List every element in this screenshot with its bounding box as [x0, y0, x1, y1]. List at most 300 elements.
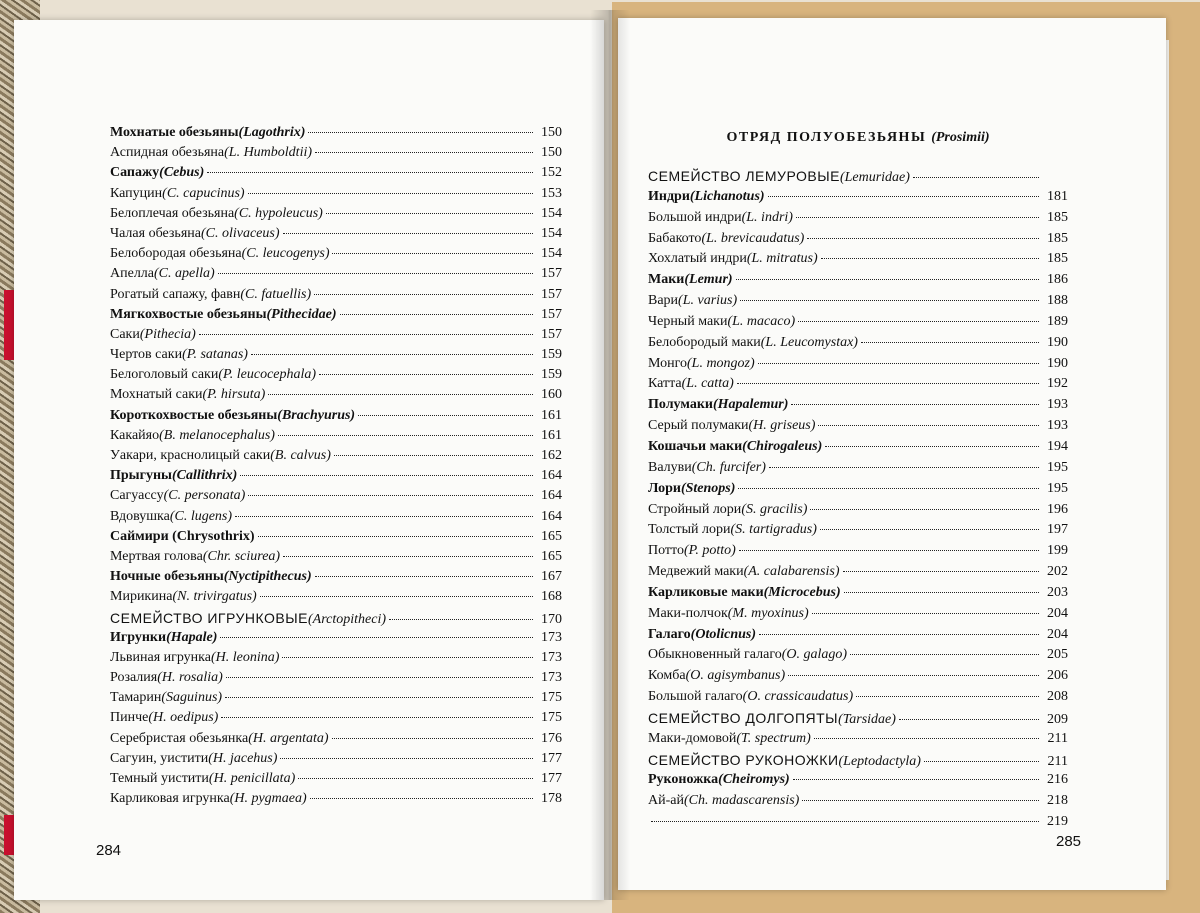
- entry-name: Полумаки: [648, 397, 713, 413]
- entry-latin-name: (L. brevicaudatus): [701, 230, 805, 246]
- entry-page-number: 161: [541, 427, 562, 443]
- entry-name: Хохлатый индри: [648, 251, 747, 267]
- entry-latin-name: (Tarsidae): [838, 711, 896, 727]
- dot-leader: [850, 653, 1039, 655]
- contents-entry: [648, 627, 1068, 648]
- contents-entry: [110, 307, 562, 327]
- contents-entry: [110, 246, 562, 266]
- entry-latin-name: (C. hypoleucus): [234, 205, 323, 221]
- dot-leader: [248, 494, 533, 496]
- dot-leader: [812, 612, 1039, 614]
- entry-page-number: 195: [1047, 480, 1068, 496]
- dot-leader: [358, 414, 533, 416]
- family-heading-entry: [648, 168, 1068, 189]
- entry-name: Маки-домовой: [648, 730, 737, 746]
- entry-latin-name: (Brachyurus): [277, 407, 356, 423]
- dot-leader: [226, 676, 533, 678]
- contents-entry: [648, 606, 1068, 627]
- dot-leader: [260, 595, 533, 597]
- entry-page-number: 185: [1047, 209, 1068, 225]
- entry-page-number: 154: [541, 246, 562, 262]
- entry-page-number: 211: [1047, 753, 1068, 769]
- contents-entry: [110, 529, 562, 549]
- entry-page-number: 173: [541, 670, 562, 686]
- entry-name: СЕМЕЙСТВО ИГРУНКОВЫЕ: [110, 609, 308, 626]
- contents-entry: [648, 231, 1068, 252]
- entry-page-number: 186: [1047, 272, 1068, 288]
- contents-entry: [110, 428, 562, 448]
- entry-latin-name: (L. mitratus): [746, 251, 818, 267]
- entry-name: Чалая обезьяна: [110, 225, 201, 241]
- dot-leader: [315, 151, 533, 153]
- dot-leader: [340, 313, 534, 315]
- contents-entry: [648, 189, 1068, 210]
- entry-name: Бабакото: [648, 230, 702, 246]
- entry-name: Какайяо: [110, 427, 160, 443]
- contents-entry: [110, 569, 562, 589]
- entry-latin-name: (A. calabarensis): [743, 564, 840, 580]
- entry-name: Валуви: [648, 459, 692, 475]
- dot-leader: [225, 696, 533, 698]
- dot-leader: [334, 454, 533, 456]
- contents-entry: [110, 751, 562, 771]
- entry-latin-name: (L. Humboldtii): [224, 145, 313, 161]
- entry-name: Мохнатые обезьяны: [110, 125, 239, 140]
- entry-latin-name: (L. mongoz): [687, 355, 755, 371]
- entry-page-number: 153: [541, 185, 562, 201]
- entry-page-number: 204: [1047, 605, 1068, 621]
- entry-name: Прыгуны: [110, 468, 172, 484]
- dot-leader: [308, 131, 533, 133]
- contents-entry: [110, 206, 562, 226]
- entry-page-number: 160: [541, 387, 562, 403]
- dot-leader: [807, 237, 1039, 239]
- dot-leader: [737, 382, 1039, 384]
- dot-leader: [739, 549, 1039, 551]
- entry-name: Толстый лори: [648, 522, 731, 538]
- entry-name: Апелла: [110, 266, 155, 282]
- entry-name: Мягкохвостые обезьяны: [110, 306, 267, 322]
- entry-latin-name: (Cheiromys): [718, 772, 790, 788]
- entry-name: Монго: [648, 355, 687, 371]
- dot-leader: [221, 716, 533, 718]
- entry-latin-name: (H. griseus): [748, 418, 816, 434]
- entry-name: Карликовые маки: [648, 584, 764, 600]
- entry-page-number: 181: [1047, 188, 1068, 204]
- entry-latin-name: (Nyctipithecus): [223, 569, 312, 585]
- dot-leader: [856, 695, 1039, 697]
- entry-page-number: 185: [1047, 251, 1068, 267]
- entry-latin-name: (L. Leucomystax): [760, 334, 858, 350]
- entry-latin-name: (B. melanocephalus): [159, 427, 275, 443]
- dot-leader: [248, 192, 533, 194]
- entry-page-number: 165: [541, 548, 562, 564]
- contents-entry: [648, 251, 1068, 272]
- entry-page-number: 185: [1047, 230, 1068, 246]
- entry-latin-name: (Ch. furcifer): [691, 459, 766, 475]
- entry-name: Большой индри: [648, 209, 742, 225]
- entry-name: Ай-ай: [648, 793, 684, 809]
- contents-entry: [648, 689, 1068, 710]
- dot-leader: [258, 535, 533, 537]
- entry-name: СЕМЕЙСТВО ЛЕМУРОВЫЕ: [648, 168, 840, 184]
- entry-name: Маки-полчок: [648, 605, 728, 621]
- entry-page-number: 195: [1047, 459, 1068, 475]
- entry-latin-name: (C. capucinus): [162, 185, 245, 201]
- entry-latin-name: (L. varius): [678, 293, 738, 309]
- dot-leader: [218, 272, 533, 274]
- dot-leader: [740, 299, 1039, 301]
- entry-name: Белоплечая обезьяна: [110, 205, 235, 221]
- entry-name: Медвежий маки: [648, 564, 744, 580]
- entry-page-number: 190: [1047, 355, 1068, 371]
- entry-page-number: 178: [541, 791, 562, 807]
- entry-name: Игрунки: [110, 629, 167, 645]
- contents-entry: [110, 266, 562, 286]
- entry-latin-name: (Leptodactyla): [838, 753, 921, 769]
- left-contents-list: [110, 125, 562, 811]
- entry-name: Комба: [648, 668, 686, 684]
- dot-leader: [283, 232, 534, 234]
- entry-page-number: 189: [1047, 313, 1068, 329]
- entry-name: СЕМЕЙСТВО РУКОНОЖКИ: [648, 751, 839, 768]
- entry-name: Сапажу: [110, 165, 160, 181]
- entry-latin-name: (H. rosalia): [157, 670, 223, 686]
- entry-latin-name: (S. tartigradus): [730, 522, 817, 538]
- contents-entry: [110, 367, 562, 387]
- entry-latin-name: (Hapale): [166, 629, 218, 645]
- entry-name: Ночные обезьяны: [110, 569, 224, 585]
- dot-leader: [821, 257, 1039, 259]
- contents-entry: [110, 650, 562, 670]
- entry-latin-name: (Lagothrix): [238, 125, 306, 140]
- entry-page-number: 193: [1047, 418, 1068, 434]
- entry-page-number: 152: [541, 165, 562, 181]
- entry-name: Белоголовый саки: [110, 367, 219, 383]
- entry-page-number: 202: [1047, 564, 1068, 580]
- entry-page-number: 165: [541, 528, 562, 544]
- entry-page-number: 219: [1047, 814, 1068, 830]
- entry-latin-name: (Chr. sciurea): [202, 548, 281, 564]
- contents-entry: [648, 814, 1068, 835]
- contents-entry: [110, 387, 562, 407]
- dot-leader: [240, 474, 533, 476]
- family-heading-entry: [110, 610, 562, 630]
- entry-name: Большой галаго: [648, 689, 743, 705]
- entry-name: Белобородая обезьяна: [110, 246, 242, 262]
- entry-latin-name: (Pithecidae): [266, 306, 337, 322]
- dot-leader: [861, 341, 1039, 343]
- contents-entry: [110, 791, 562, 811]
- entry-page-number: 203: [1047, 584, 1068, 600]
- entry-latin-name: (M. myoxinus): [727, 605, 809, 621]
- entry-page-number: 164: [541, 508, 562, 524]
- dot-leader: [798, 320, 1039, 322]
- entry-name: Короткохвостые обезьяны: [110, 407, 278, 423]
- dot-leader: [814, 737, 1039, 739]
- entry-latin-name: (L. macaco): [727, 313, 796, 329]
- entry-page-number: 216: [1047, 772, 1068, 788]
- entry-latin-name: (C. olivaceus): [200, 225, 280, 241]
- entry-latin-name: (H. penicillata): [208, 771, 296, 786]
- dot-leader: [235, 515, 533, 517]
- entry-name: Карликовая игрунка: [110, 791, 230, 807]
- entry-latin-name: (Saguinus): [161, 690, 223, 706]
- entry-name: Лори: [648, 480, 681, 496]
- contents-entry: [648, 502, 1068, 523]
- dot-leader: [283, 555, 533, 557]
- contents-entry: [648, 481, 1068, 502]
- entry-name: Розалия: [110, 670, 158, 686]
- dot-leader: [759, 633, 1039, 635]
- contents-entry: [110, 670, 562, 690]
- entry-latin-name: (Pithecia): [139, 326, 196, 342]
- entry-latin-name: (H. oedipus): [148, 710, 219, 726]
- entry-name: Вдовушка: [110, 508, 170, 524]
- entry-name: Кошачьи маки: [648, 438, 743, 454]
- dot-leader: [332, 737, 533, 739]
- entry-page-number: 194: [1047, 438, 1068, 454]
- entry-latin-name: (H. argentata): [248, 730, 329, 746]
- entry-name: Саки: [110, 326, 140, 342]
- contents-entry: [110, 771, 562, 791]
- order-title-text: ОТРЯД ПОЛУОБЕЗЬЯНЫ: [726, 130, 932, 145]
- contents-entry: [648, 731, 1068, 752]
- entry-name: Серый полумаки: [648, 418, 749, 434]
- entry-name: Катта: [648, 376, 682, 392]
- contents-entry: [110, 125, 562, 145]
- dot-leader: [207, 171, 533, 173]
- entry-name: Львиная игрунка: [110, 649, 211, 665]
- dot-leader: [199, 333, 533, 335]
- entry-name: Галаго: [648, 626, 691, 642]
- entry-latin-name: (C. lugens): [169, 508, 233, 524]
- dot-leader: [820, 528, 1039, 530]
- contents-entry: [648, 543, 1068, 564]
- contents-entry: [110, 408, 562, 428]
- contents-entry: [110, 488, 562, 508]
- contents-entry: [648, 376, 1068, 397]
- contents-entry: [648, 585, 1068, 606]
- contents-entry: [110, 448, 562, 468]
- contents-entry: [110, 226, 562, 246]
- dot-leader: [768, 195, 1039, 197]
- entry-page-number: 188: [1047, 293, 1068, 309]
- contents-entry: [110, 186, 562, 206]
- dot-leader: [251, 353, 533, 355]
- entry-name: Пинче: [110, 710, 149, 726]
- entry-page-number: 164: [541, 488, 562, 504]
- contents-entry: [110, 589, 562, 609]
- contents-entry: [110, 327, 562, 347]
- entry-name: Тамарин: [110, 690, 162, 706]
- contents-entry: [648, 793, 1068, 814]
- entry-name: Вари: [648, 293, 679, 309]
- dot-leader: [758, 362, 1039, 364]
- entry-name: Темный уистити: [110, 771, 209, 786]
- entry-latin-name: (L. catta): [681, 376, 734, 392]
- contents-entry: [648, 772, 1068, 793]
- contents-entry: [648, 272, 1068, 293]
- family-heading-entry: [648, 752, 1068, 773]
- entry-name: Стройный лори: [648, 501, 742, 517]
- dot-leader: [793, 778, 1039, 780]
- contents-entry: [110, 549, 562, 569]
- dot-leader: [332, 252, 533, 254]
- entry-latin-name: (C. apella): [154, 266, 215, 282]
- dot-leader: [924, 760, 1039, 762]
- entry-latin-name: (Arctopitheci): [308, 611, 387, 627]
- entry-name: Рогатый сапажу, фавн: [110, 286, 241, 302]
- entry-page-number: 159: [541, 367, 562, 383]
- entry-name: Саймири (Chrysothrix): [110, 528, 255, 544]
- entry-latin-name: (L. indri): [741, 209, 793, 225]
- contents-entry: [110, 468, 562, 488]
- entry-latin-name: (O. galago): [781, 647, 848, 663]
- entry-page-number: 209: [1047, 711, 1068, 727]
- entry-page-number: 154: [541, 205, 562, 221]
- dot-leader: [843, 570, 1039, 572]
- entry-latin-name: (S. gracilis): [741, 501, 808, 517]
- dot-leader: [389, 618, 533, 620]
- entry-latin-name: (Cebus): [159, 165, 205, 181]
- entry-name: Мертвая голова: [110, 548, 203, 564]
- entry-page-number: 157: [541, 326, 562, 342]
- entry-page-number: 154: [541, 225, 562, 241]
- contents-entry: [110, 287, 562, 307]
- dot-leader: [314, 293, 533, 295]
- dot-leader: [310, 797, 533, 799]
- dot-leader: [899, 718, 1039, 720]
- dot-leader: [282, 656, 533, 658]
- dot-leader: [791, 403, 1039, 405]
- entry-name: Руконожка: [648, 772, 719, 788]
- dot-leader: [844, 591, 1039, 593]
- entry-page-number: 150: [541, 145, 562, 161]
- entry-latin-name: (C. fatuellis): [240, 286, 312, 302]
- entry-latin-name: (Ch. madascarensis): [683, 793, 800, 809]
- entry-name: Потто: [648, 543, 684, 559]
- page-number-right: 285: [1056, 833, 1082, 850]
- contents-entry: [648, 335, 1068, 356]
- entry-page-number: 192: [1047, 376, 1068, 392]
- entry-page-number: 150: [541, 125, 562, 140]
- entry-latin-name: (B. calvus): [270, 448, 331, 463]
- contents-entry: [648, 293, 1068, 314]
- entry-page-number: 177: [541, 750, 562, 766]
- entry-latin-name: (Lemur): [684, 272, 733, 288]
- entry-latin-name: (H. jacehus): [208, 750, 278, 766]
- contents-entry: [648, 460, 1068, 481]
- entry-page-number: 206: [1047, 668, 1068, 684]
- dot-leader: [220, 636, 533, 638]
- entry-latin-name: (P. leucocephala): [218, 367, 317, 383]
- entry-latin-name: (O. agisymbanus): [685, 668, 786, 684]
- entry-page-number: 208: [1047, 689, 1068, 705]
- entry-name: Серебристая обезьянка: [110, 730, 249, 746]
- entry-name: Маки: [648, 272, 685, 288]
- entry-page-number: 170: [541, 611, 562, 627]
- dot-leader: [769, 466, 1039, 468]
- contents-entry: [110, 690, 562, 710]
- dot-leader: [326, 212, 533, 214]
- entry-latin-name: (Lichanotus): [689, 188, 765, 204]
- entry-name: Белобородый маки: [648, 334, 761, 350]
- entry-page-number: 218: [1047, 793, 1068, 809]
- entry-name: Аспидная обезьяна: [110, 145, 225, 161]
- dot-leader: [796, 216, 1039, 218]
- contents-entry: [648, 647, 1068, 668]
- contents-entry: [648, 439, 1068, 460]
- entry-latin-name: (H. pygmaea): [229, 791, 307, 807]
- entry-name: Мирикина: [110, 589, 173, 605]
- entry-page-number: 159: [541, 347, 562, 363]
- entry-name: Обыкновенный галаго: [648, 647, 782, 663]
- family-heading-entry: [648, 710, 1068, 731]
- dot-leader: [738, 487, 1039, 489]
- entry-page-number: 157: [541, 266, 562, 282]
- entry-name: СЕМЕЙСТВО ДОЛГОПЯТЫ: [648, 709, 839, 726]
- order-title: [648, 130, 1068, 146]
- dot-leader: [651, 820, 1039, 822]
- contents-entry: [110, 731, 562, 751]
- entry-name: Капуцин: [110, 185, 163, 201]
- entry-latin-name: (T. spectrum): [736, 730, 811, 746]
- dot-leader: [802, 799, 1039, 801]
- entry-page-number: 197: [1047, 522, 1068, 538]
- dot-leader: [825, 445, 1039, 447]
- dot-leader: [278, 434, 533, 436]
- entry-page-number: 161: [541, 407, 562, 423]
- entry-latin-name: (P. potto): [683, 543, 736, 559]
- entry-latin-name: (C. personata): [163, 488, 246, 504]
- entry-page-number: 196: [1047, 501, 1068, 517]
- contents-entry: [648, 564, 1068, 585]
- entry-page-number: 157: [541, 286, 562, 302]
- entry-page-number: 199: [1047, 543, 1068, 559]
- entry-page-number: 205: [1047, 647, 1068, 663]
- dot-leader: [736, 278, 1039, 280]
- dot-leader: [913, 176, 1039, 178]
- entry-latin-name: (O. crassicaudatus): [742, 689, 854, 705]
- contents-entry: [648, 356, 1068, 377]
- dot-leader: [298, 777, 533, 779]
- entry-latin-name: (N. trivirgatus): [172, 589, 257, 605]
- entry-latin-name: (P. hirsuta): [202, 387, 266, 403]
- entry-page-number: 167: [541, 569, 562, 585]
- contents-entry: [648, 210, 1068, 231]
- entry-name: Мохнатый саки: [110, 387, 203, 403]
- contents-entry: [110, 630, 562, 650]
- entry-page-number: 157: [541, 306, 562, 322]
- entry-page-number: 164: [541, 468, 562, 484]
- entry-latin-name: (Hapalemur): [712, 397, 789, 413]
- entry-page-number: 173: [541, 629, 562, 645]
- contents-entry: [648, 314, 1068, 335]
- entry-page-number: 175: [541, 690, 562, 706]
- contents-entry: [110, 347, 562, 367]
- entry-latin-name: (P. satanas): [182, 347, 248, 363]
- entry-page-number: 190: [1047, 334, 1068, 350]
- entry-page-number: 168: [541, 589, 562, 605]
- entry-page-number: 204: [1047, 626, 1068, 642]
- entry-latin-name: (Chirogaleus): [742, 438, 823, 454]
- entry-latin-name: (Lemuridae): [839, 170, 910, 185]
- entry-latin-name: (Stenops): [680, 480, 736, 496]
- entry-name: Чертов саки: [110, 347, 183, 363]
- entry-latin-name: (H. leonina): [210, 649, 280, 665]
- entry-name: Черный маки: [648, 313, 728, 329]
